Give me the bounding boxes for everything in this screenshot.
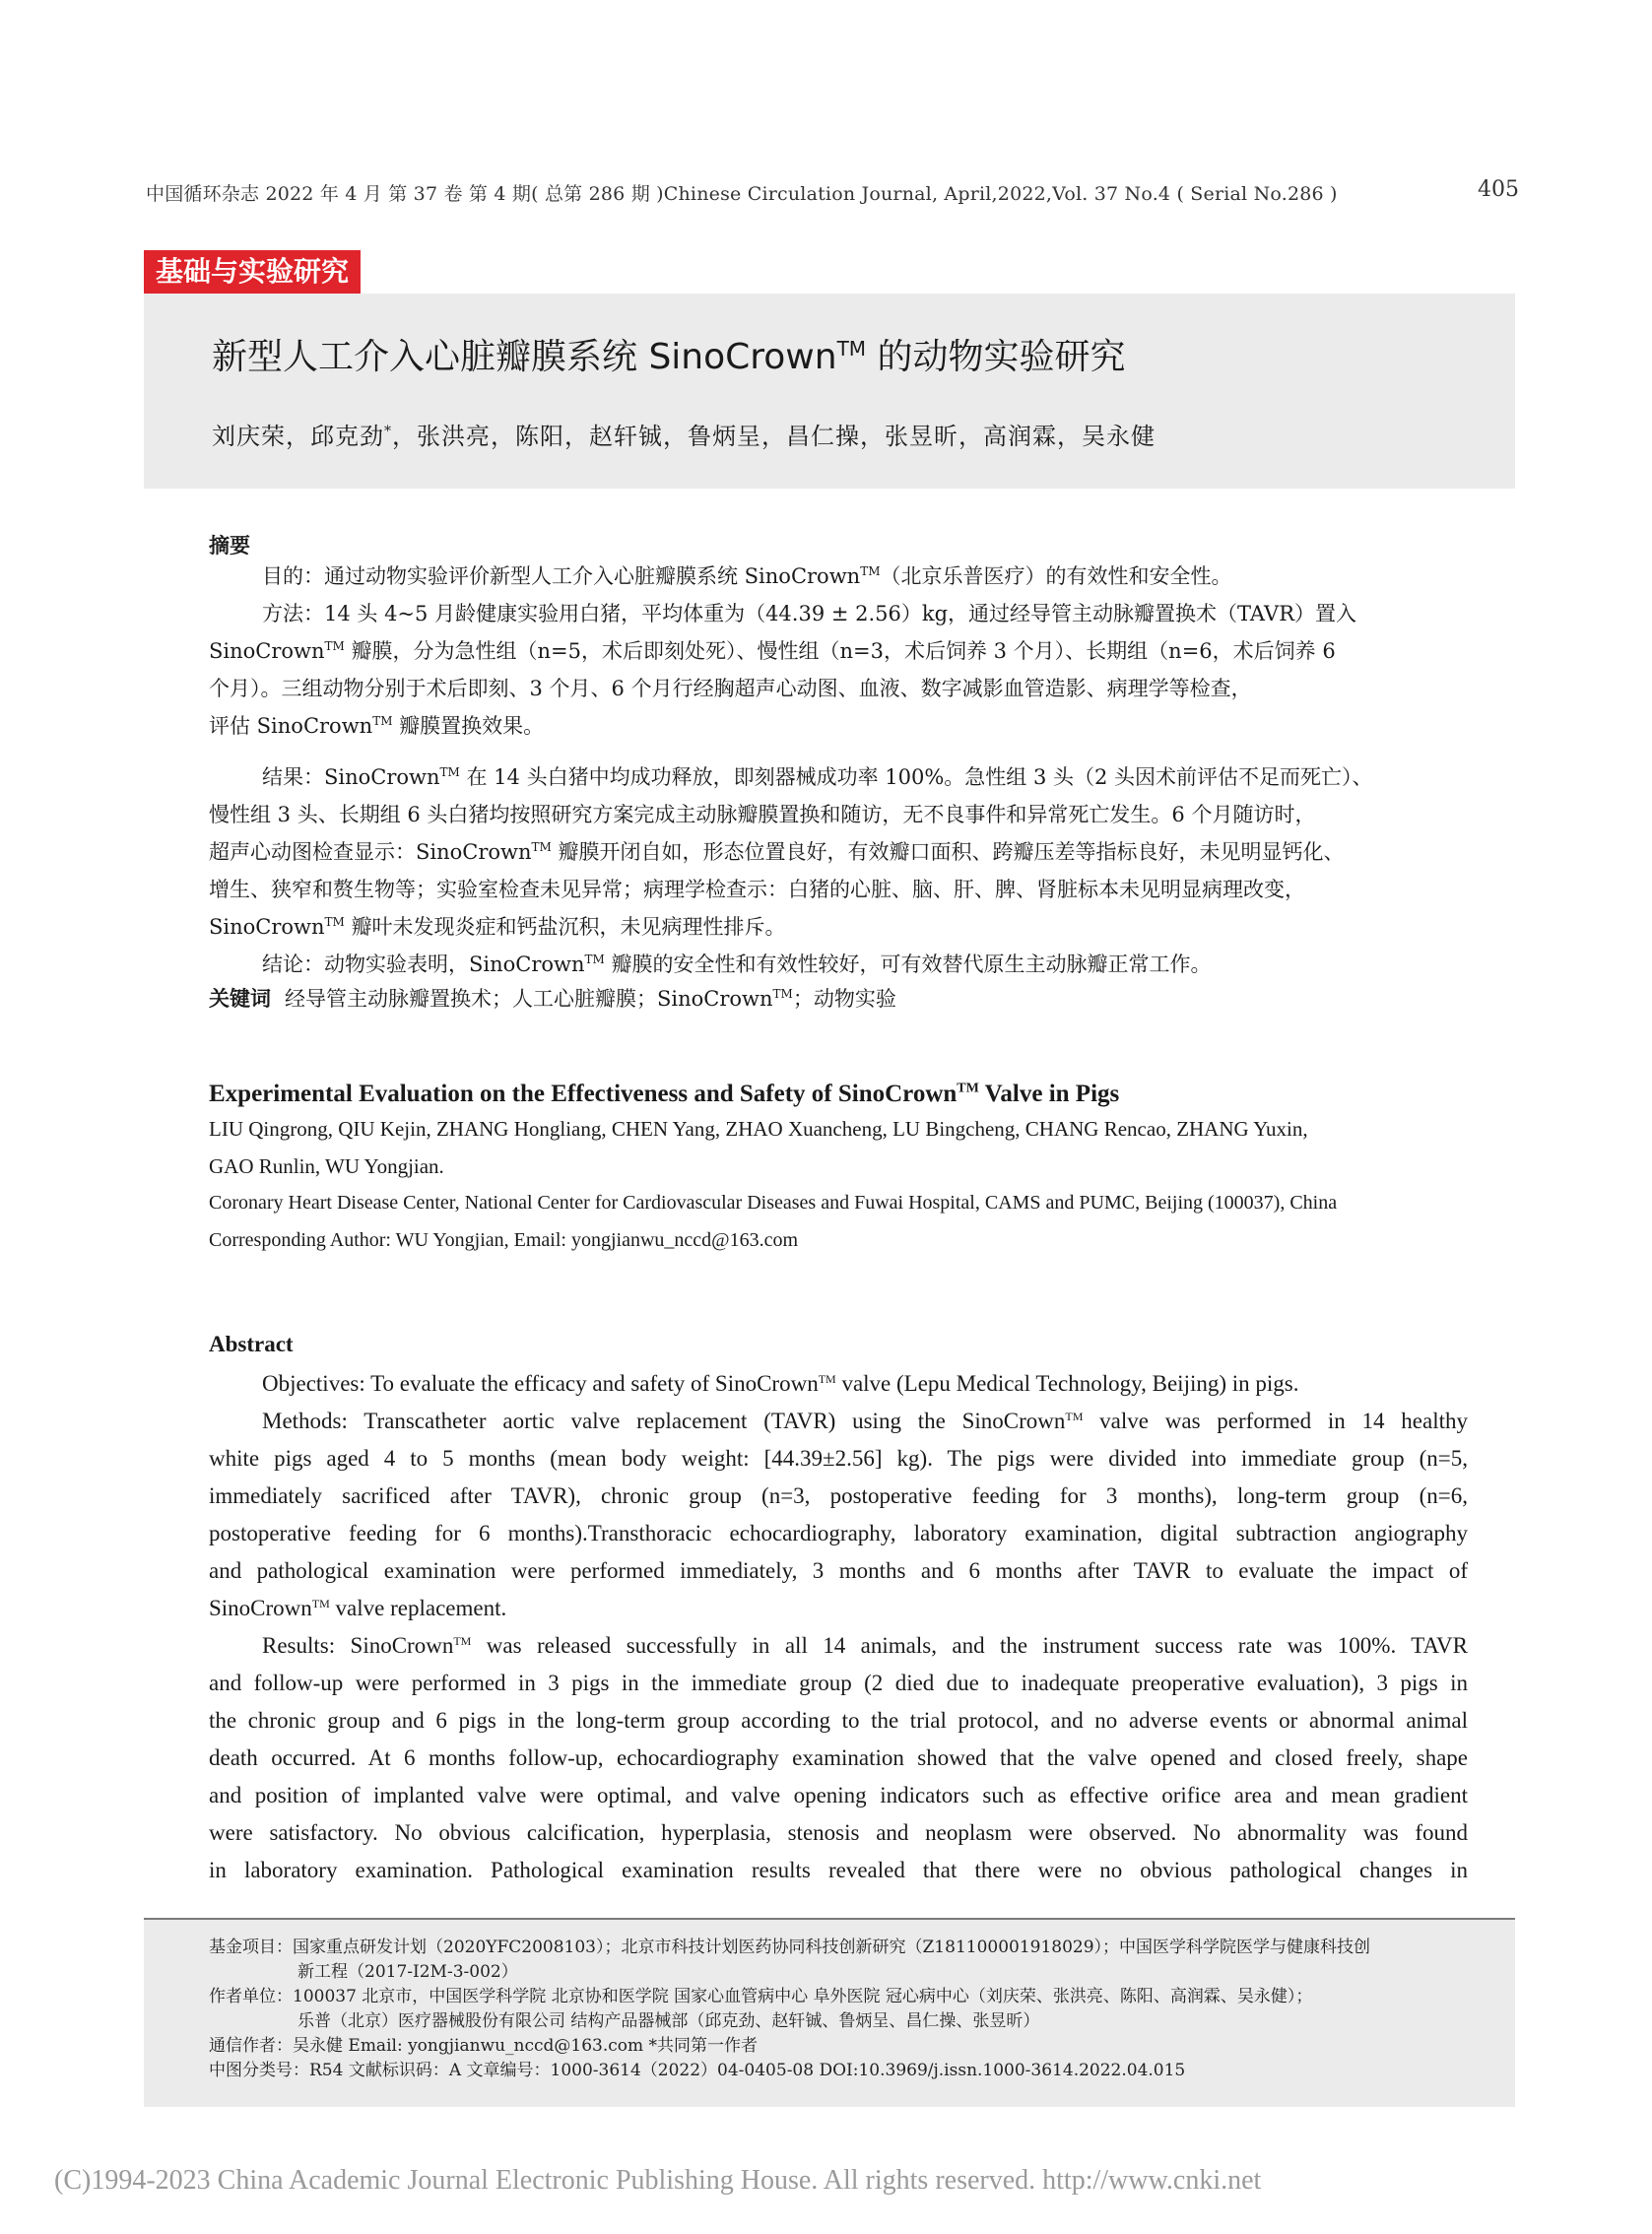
title-text: 新型人工介入心脏瓣膜系统 SinoCrown	[212, 337, 837, 377]
abstract-cn-results-line: 慢性组 3 头、长期组 6 头白猪均按照研究方案完成主动脉瓣膜置换和随访，无不良事件和异常死亡发生。6 个月随访时，	[209, 803, 1316, 826]
title-tail: 的动物实验研究	[866, 337, 1126, 377]
funding-line: 基金项目：国家重点研发计划（2020YFC2008103）；北京市科技计划医药协同科技创新研究（Z181100001918029）；中国医学科学院医学与健康科技创	[209, 1938, 1371, 1957]
authors-en-line: LIU Qingrong, QIU Kejin, ZHANG Hongliang, CHEN Yang, ZHAO Xuancheng, LU Bingcheng, CHANG Rencao, ZHANG Yuxin,	[209, 1117, 1308, 1141]
abstract-en-line: and position of implanted valve were optimal, and valve opening indicators such as effective orifice area and mean gradient	[209, 1783, 1468, 1807]
abstract-en-line: Objectives: To evaluate the efficacy and safety of SinoCrown™ valve (Lepu Medical Technology, Beijing) in pigs.	[262, 1371, 1299, 1396]
article-title-cn	[212, 329, 1126, 379]
affiliation-cn-line: 作者单位：100037 北京市，中国医学科学院 北京协和医学院 国家心血管病中心 阜外医院 冠心病中心（刘庆荣、张洪亮、陈阳、高润霖、吴永健）；	[209, 1987, 1313, 2006]
abstract-cn-results-line: SinoCrown™ 瓣叶未发现炎症和钙盐沉积，未见病理性排斥。	[209, 915, 786, 939]
corresponding-author-cn: 通信作者：吴永健 Email: yongjianwu_nccd@163.com *共同第一作者	[209, 2036, 759, 2056]
abstract-en-line: and follow-up were performed in 3 pigs in the immediate group (2 died due to inadequate preoperative evaluation), 3 pigs in	[209, 1671, 1468, 1695]
abstract-en-line: Results: SinoCrown™ was released successfully in all 14 animals, and the instrument success rate was 100%. TAVR	[262, 1633, 1468, 1658]
running-head: 中国循环杂志 2022 年 4 月 第 37 卷 第 4 期( 总第 286 期 )Chinese Circulation Journal, April,2022,Vol. 37 No.4 ( Serial No.286 )	[146, 183, 1338, 205]
abstract-en-line: were satisfactory. No obvious calcification, hyperplasia, stenosis and neoplasm were observed. No abnormality was found	[209, 1820, 1468, 1845]
abstract-cn-results-line: 结果：SinoCrown™ 在 14 头白猪中均成功释放，即刻器械成功率 100%。急性组 3 头（2 头因术前评估不足而死亡）、	[262, 765, 1373, 789]
corresponding-author-en: Corresponding Author: WU Yongjian, Email: yongjianwu_nccd@163.com	[209, 1229, 798, 1251]
abstract-en-line: white pigs aged 4 to 5 months (mean body weight: [44.39±2.56] kg). The pigs were divided into immediate group (n=5,	[209, 1446, 1468, 1471]
keywords-cn: 关键词 经导管主动脉瓣置换术；人工心脏瓣膜；SinoCrown™；动物实验	[209, 987, 896, 1011]
abstract-cn-heading: 摘要	[209, 534, 250, 558]
authors-cn-part-b: ，张洪亮，陈阳，赵轩铖，鲁炳呈，昌仁操，张昱昕，高润霖，吴永健	[392, 423, 1156, 450]
abstract-en-line: Methods: Transcatheter aortic valve replacement (TAVR) using the SinoCrown™ valve was performed in 14 healthy	[262, 1409, 1469, 1433]
abstract-cn-conclusion: 结论：动物实验表明，SinoCrown™ 瓣膜的安全性和有效性较好，可有效替代原生主动脉瓣正常工作。	[262, 953, 1212, 976]
authors-cn	[212, 417, 1156, 451]
co-first-author-mark: *	[384, 424, 392, 439]
copyright-notice: (C)1994-2023 China Academic Journal Electronic Publishing House. All rights reserved. http://www.cnki.net	[54, 2165, 1262, 2196]
abstract-en-line: the chronic group and 6 pigs in the long-term group according to the trial protocol, and no adverse events or abnormal animal	[209, 1708, 1468, 1733]
abstract-en-line: in laboratory examination. Pathological examination results revealed that there were no obvious pathological changes in	[209, 1858, 1468, 1882]
abstract-cn-methods-line: 个月）。三组动物分别于术后即刻、3 个月、6 个月行经胸超声心动图、血液、数字减影血管造影、病理学等检查，	[209, 677, 1252, 700]
abstract-cn-results-line: 增生、狭窄和赘生物等；实验室检查未见异常；病理学检查示：白猪的心脏、脑、肝、脾、肾脏标本未见明显病理改变，	[209, 878, 1305, 901]
abstract-en-line: and pathological examination were performed immediately, 3 months and 6 months after TAVR to evaluate the impact of	[209, 1558, 1468, 1583]
abstract-cn-methods-line: 评估 SinoCrown™ 瓣膜置换效果。	[209, 714, 545, 738]
abstract-en-line: immediately sacrificed after TAVR), chronic group (n=3, postoperative feeding for 3 months), long-term group (n=6,	[209, 1483, 1468, 1508]
page-number: 405	[1478, 177, 1519, 202]
keywords-label: 关键词	[209, 987, 271, 1011]
abstract-en-line: postoperative feeding for 6 months).Transthoracic echocardiography, laboratory examination, digital subtraction angiography	[209, 1521, 1468, 1545]
abstract-cn-objectives: 目的：通过动物实验评价新型人工介入心脏瓣膜系统 SinoCrown™（北京乐普医疗）的有效性和安全性。	[262, 564, 1232, 588]
abstract-cn-methods-line: SinoCrown™ 瓣膜，分为急性组（n=5，术后即刻处死）、慢性组（n=3，术后饲养 3 个月）、长期组（n=6，术后饲养 6	[209, 639, 1336, 663]
classification-line: 中图分类号：R54 文献标识码：A 文章编号：1000-3614（2022）04-0405-08 DOI:10.3969/j.issn.1000-3614.2022.04.015	[209, 2061, 1186, 2080]
trademark-mark: TM	[957, 1081, 979, 1096]
funding-line: 新工程（2017-I2M-3-002）	[297, 1962, 518, 1982]
abstract-en-heading: Abstract	[209, 1332, 294, 1356]
affiliation-en: Coronary Heart Disease Center, National Center for Cardiovascular Diseases and Fuwai Hospital, CAMS and PUMC, Beijing (100037), China	[209, 1192, 1338, 1214]
affiliation-cn-line: 乐普（北京）医疗器械股份有限公司 结构产品器械部（邱克劲、赵轩铖、鲁炳呈、昌仁操、张昱昕）	[297, 2011, 1040, 2031]
title-box	[144, 294, 1515, 489]
abstract-cn-methods-line: 方法：14 头 4~5 月龄健康实验用白猪，平均体重为（44.39 ± 2.56）kg，通过经导管主动脉瓣置换术（TAVR）置入	[262, 602, 1357, 625]
authors-cn-part-a: 刘庆荣，邱克劲	[212, 423, 384, 450]
trademark-mark: TM	[836, 337, 867, 361]
article-title-en: Experimental Evaluation on the Effectiveness and Safety of SinoCrown™ Valve in Pigs	[209, 1081, 1120, 1107]
authors-en-line: GAO Runlin, WU Yongjian.	[209, 1154, 444, 1178]
section-tag: 基础与实验研究	[144, 250, 361, 294]
abstract-en-line: death occurred. At 6 months follow-up, echocardiography examination showed that the valve opened and closed freely, shape	[209, 1745, 1468, 1770]
abstract-cn-results-line: 超声心动图检查显示：SinoCrown™ 瓣膜开闭自如，形态位置良好，有效瓣口面积、跨瓣压差等指标良好，未见明显钙化、	[209, 840, 1345, 864]
abstract-en-line: SinoCrown™ valve replacement.	[209, 1596, 507, 1620]
